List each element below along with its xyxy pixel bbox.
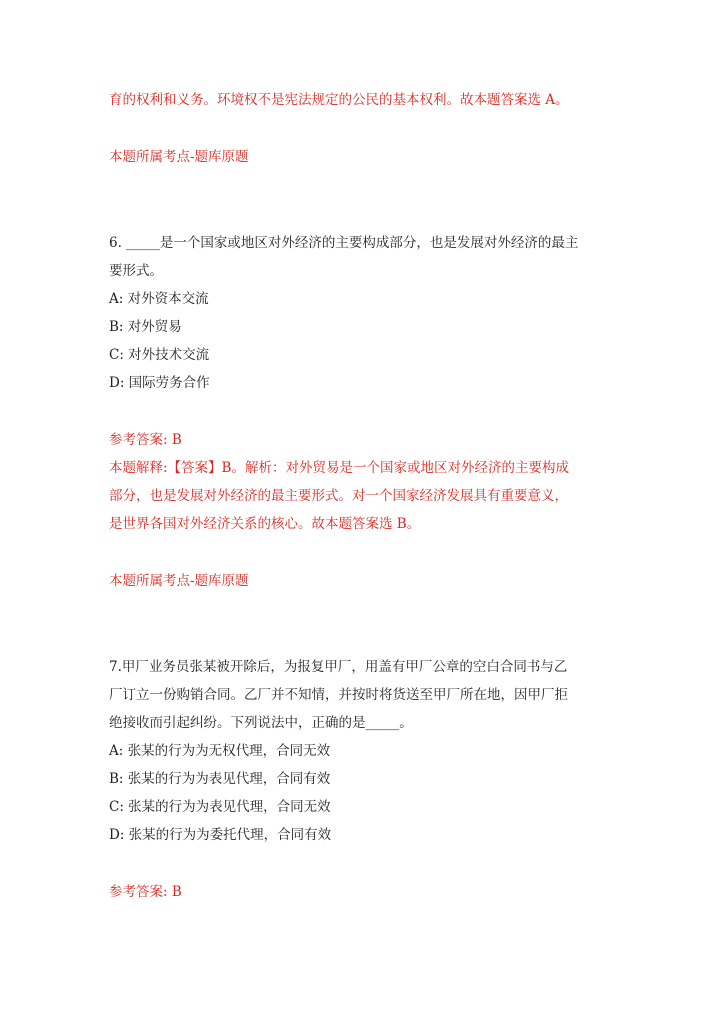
q6-stem-line-1: 6. _____是一个国家或地区对外经济的主要构成部分，也是发展对外经济的最主 — [109, 235, 579, 251]
q6-option-b: B: 对外贸易 — [109, 319, 182, 335]
prev-source-note: 本题所属考点-题库原题 — [109, 149, 249, 165]
q7-stem-line-2: 厂订立一份购销合同。乙厂并不知情，并按时将货送至甲厂所在地，因甲厂拒 — [109, 687, 568, 703]
q6-explanation-line-3: 是世界各国对外经济关系的核心。故本题答案选 B。 — [109, 516, 421, 532]
q6-source-note: 本题所属考点-题库原题 — [109, 573, 249, 589]
q7-option-a: A: 张某的行为为无权代理，合同无效 — [109, 743, 331, 759]
q7-option-b: B: 张某的行为为表见代理，合同有效 — [109, 771, 331, 787]
q7-option-d: D: 张某的行为为委托代理，合同有效 — [109, 827, 332, 843]
q6-option-d: D: 国际劳务合作 — [109, 375, 210, 391]
q6-stem-line-2: 要形式。 — [109, 263, 163, 279]
q6-answer: 参考答案: B — [109, 432, 182, 448]
q6-explanation-line-2: 部分，也是发展对外经济的最主要形式。对一个国家经济发展具有重要意义， — [109, 488, 568, 504]
q7-answer: 参考答案: B — [109, 884, 182, 900]
q7-stem-line-3: 绝接收而引起纠纷。下列说法中，正确的是_____。 — [109, 715, 413, 731]
q6-option-a: A: 对外资本交流 — [109, 291, 209, 307]
q6-option-c: C: 对外技术交流 — [109, 347, 210, 363]
q7-option-c: C: 张某的行为为表见代理，合同无效 — [109, 799, 331, 815]
q7-stem-line-1: 7.甲厂业务员张某被开除后，为报复甲厂，用盖有甲厂公章的空白合同书与乙 — [109, 659, 568, 675]
prev-explanation-end: 育的权利和义务。环境权不是宪法规定的公民的基本权利。故本题答案选 A。 — [109, 92, 569, 108]
q6-explanation-line-1: 本题解释:【答案】B。解析：对外贸易是一个国家或地区对外经济的主要构成 — [109, 460, 569, 476]
